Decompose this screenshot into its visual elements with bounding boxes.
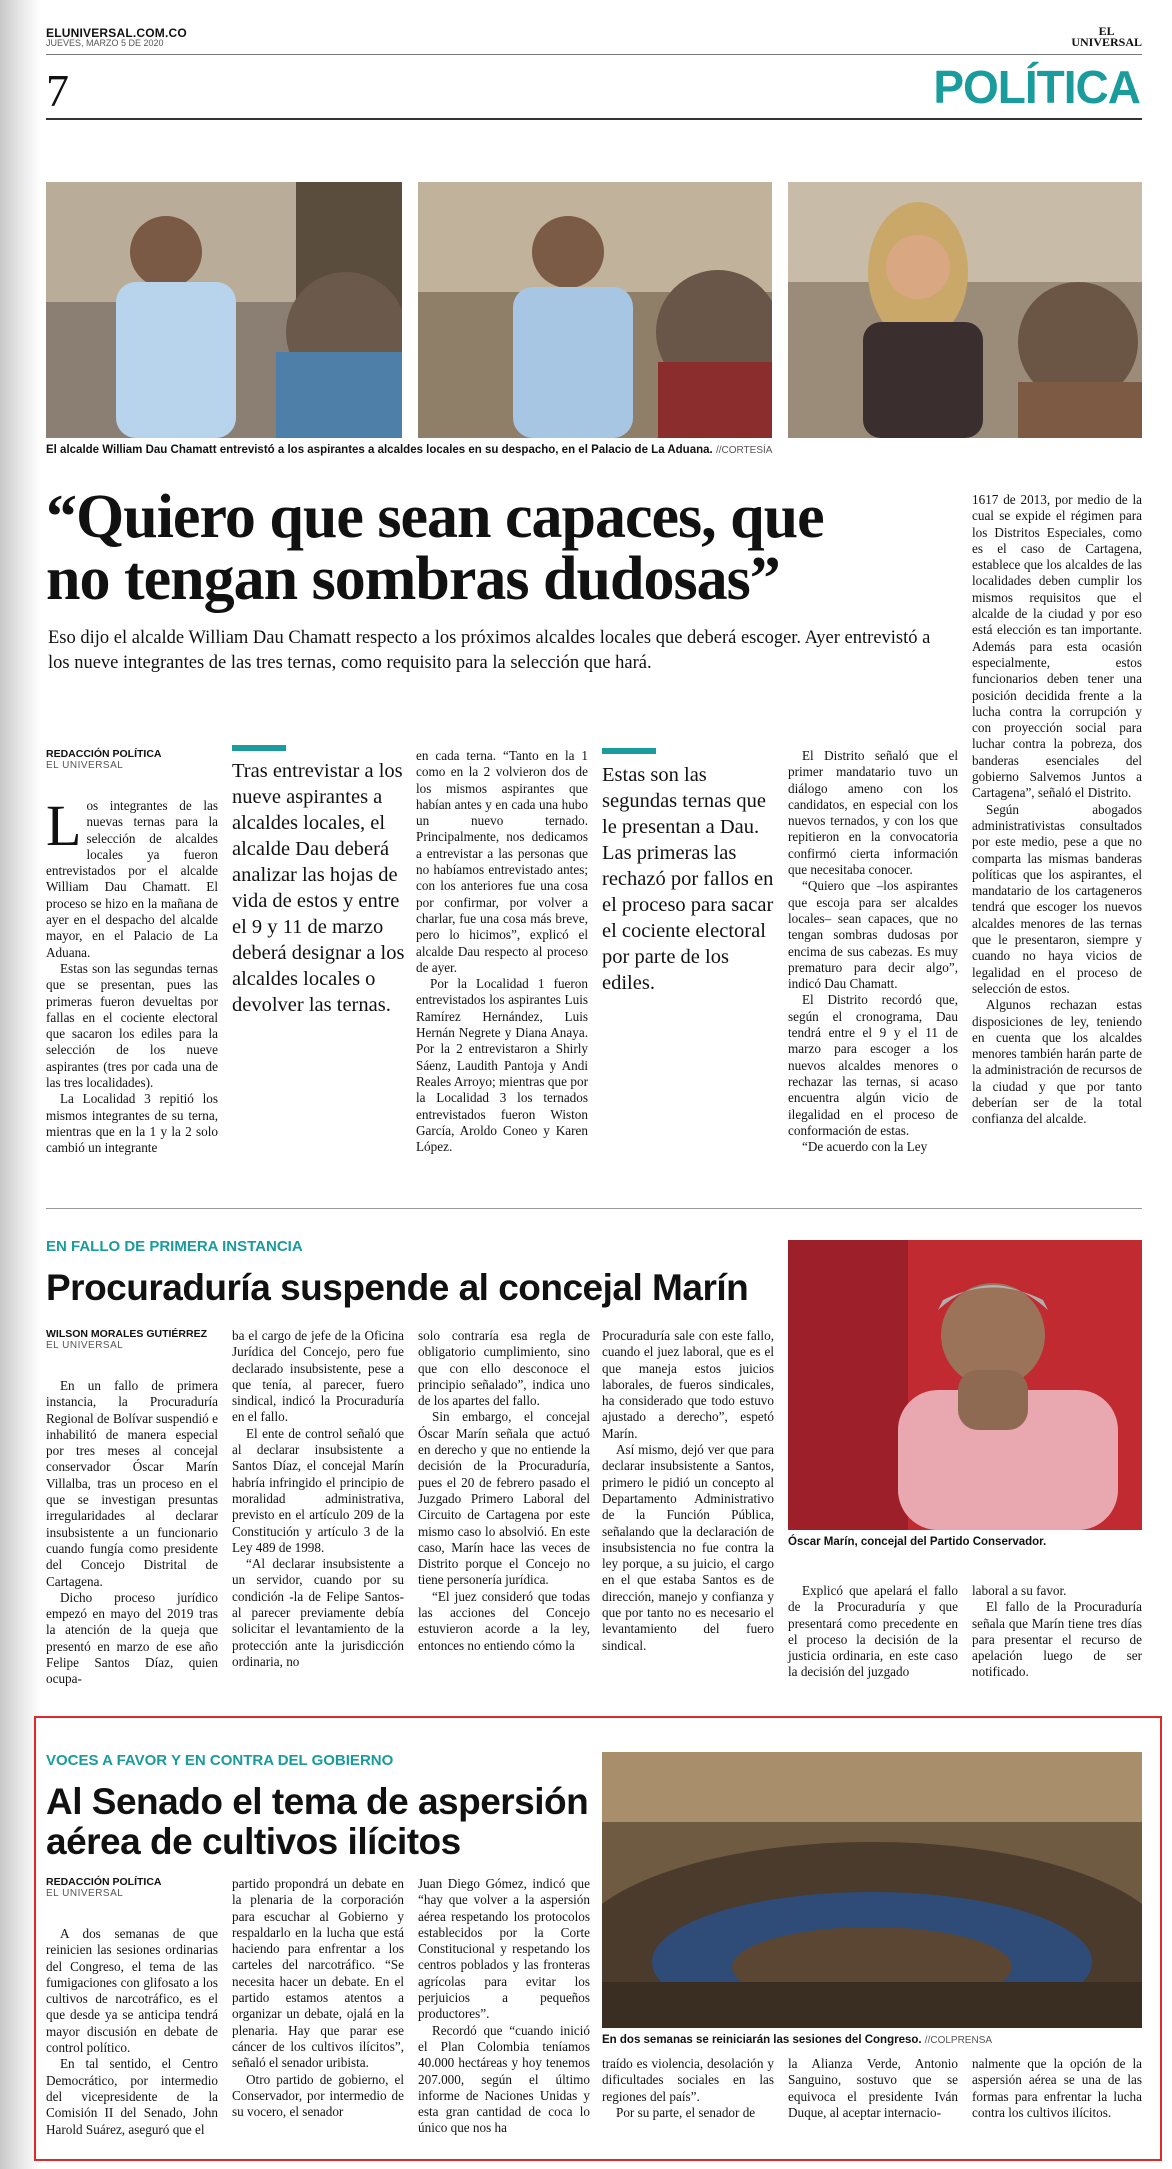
story2-column-5 (788, 1583, 958, 1681)
logo-line-2: UNIVERSAL (1071, 35, 1142, 49)
paragraph: Por su parte, el senador de (616, 2104, 756, 2120)
story2-photo-caption: Óscar Marín, concejal del Partido Conservador. (788, 1536, 1047, 1548)
caption-credit: //CORTESÍA (715, 445, 773, 456)
story2-column-1 (46, 1378, 218, 1688)
caption-credit: //COLPRENSA (924, 2035, 993, 2046)
story3-column-5 (788, 2056, 958, 2121)
story3-column-3 (418, 1876, 590, 2137)
paragraph: “Al declarar insubsistente a un servidor, cuando por su condición -la de Felipe Santos- al parecer previamente debía solicitar el levantamiento de la protección ante la jurisdicción ordinaria, no (232, 1556, 404, 1669)
logo-line-1: EL (1098, 24, 1115, 38)
story2-column-3 (418, 1328, 590, 1654)
drop-cap: L (46, 793, 82, 858)
site-name: ELUNIVERSAL.COM.CO (46, 26, 187, 40)
section-divider (46, 1208, 1142, 1209)
paragraph: Procuraduría sale con este fallo, cuando el juez laboral, que es el que maneja estos juicios laborales, de fueros sindicales, ha considerado que todo estuvo ajustado a derecho”, espetó Marín. (602, 1328, 774, 1441)
photo-dau-interview-1 (46, 182, 402, 438)
story1-column-5 (788, 748, 958, 1155)
story3-photo-caption (602, 2034, 1142, 2046)
paragraph: Explicó que apelará el fallo de la Procuraduría y que presentará como precedente en el proceso la decisión de la justicia ordinaria, en este caso la decisión del juzgado (788, 1583, 958, 1680)
paragraph: En tal sentido, el Centro Democrático, por intermedio del vicepresidente de la Comisión II del Senado, John Harold Suárez, aseguró que el (46, 2056, 218, 2137)
story1-pull-quote-2: Estas son las segundas ternas que le presentan a Dau. Las primeras las rechazó por fallos en el proceso para sacar el cociente electoral por parte de los ediles. (602, 764, 774, 994)
paragraph: Otro partido de gobierno, el Conservador, por intermedio de su vocero, el senador (232, 2071, 404, 2120)
story1-column-3 (416, 748, 588, 1155)
byline-org: EL UNIVERSAL (46, 1888, 124, 1899)
paragraph: El ente de control señaló que al declarar insubsistente a Santos Díaz, el concejal Marín habría infringido el principio de moralidad administrativa, previsto en el artículo 209 de la Constitución y artículo 3 de la Ley 489 de 1998. (232, 1425, 404, 1555)
paragraph: Dicho proceso jurídico empezó en mayo del 2019 tras la atención de la queja que presentó en marzo de ese año Felipe Santos Díaz, quien ocupa- (46, 1589, 218, 1687)
paragraph: En un fallo de primera instancia, la Procuraduría Regional de Bolívar suspendió e inhabilitó de manera especial por tres meses al concejal conservador Óscar Marín Villalba, tras un proceso en el que se investigan presuntas irregularidades al declarar insubsistente a un funcionario cuando fungía como presidente del Concejo Distrital de Cartagena. (46, 1378, 218, 1589)
paragraph: A dos semanas de que reinicien las sesiones ordinarias del Congreso, el tema de las fumigaciones con glifosato a los cultivos de narcotráfico, es el que desde ya se anticipa tendrá mayor discusión en debate de control político. (46, 1926, 218, 2056)
story3-headline (46, 1782, 606, 1862)
paragraph: “Quiero que –los aspirantes que escoja para ser alcaldes locales– sean capaces, que no tengan sombras dudosas por encima de sus cabezas. Es muy prematuro para decir algo”, indicó Dau Chamatt. (788, 878, 958, 992)
story3-column-2 (232, 1876, 404, 2120)
paragraph: Algunos rechazan estas disposiciones de ley, teniendo en cuenta que los alcaldes menores también harán parte de la administración de recursos de la ciudad y que por tanto deberían ser de la total confianza del alcalde. (972, 997, 1142, 1127)
story1-byline (46, 748, 226, 771)
story2-kicker: EN FALLO DE PRIMERA INSTANCIA (46, 1238, 303, 1255)
section-rule (46, 118, 1142, 120)
byline-name: REDACCIÓN POLÍTICA (46, 748, 162, 760)
paragraph: Estas son las segundas ternas que se presentan, pues las primeras fueron devueltas por fallas en el cociente electoral que sacaron los ediles para la selección de los nueve aspirantes (tres por cada una de las tres localidades). (46, 960, 218, 1091)
paragraph: la Alianza Verde, Antonio Sanguino, sostuvo que se equivoca el presidente Iván Duque, al aceptar internacio- (788, 2056, 958, 2120)
paragraph: El Distrito señaló que el primer mandatario tuvo un diálogo ameno con los candidatos, en especial con los nuevos ternados, y con los que repitieron en la convocatoria confirmó cierta información que necesitaba conocer. (788, 748, 958, 878)
story3-byline (46, 1876, 226, 1899)
photo-oscar-marin (788, 1240, 1142, 1530)
story3-kicker: VOCES A FAVOR Y EN CONTRA DEL GOBIERNO (46, 1752, 394, 1769)
caption-text: En dos semanas se reiniciarán las sesiones del Congreso. (602, 2034, 922, 2046)
header-rule (46, 54, 1142, 55)
story1-column-1 (46, 793, 218, 1157)
story2-column-4 (602, 1328, 774, 1654)
caption-text: El alcalde William Dau Chamatt entrevistó a los aspirantes a alcaldes locales en su despacho, en el Palacio de La Aduana. (46, 444, 713, 456)
paragraph: La Localidad 3 repitió los mismos integrantes de su terna, mientras que en la 1 y la 2 solo cambió un integrante (46, 1091, 218, 1156)
paragraph: traído es violencia, desolación y dificultades sociales en las regiones del país”. (602, 2056, 774, 2104)
story2-column-6 (972, 1583, 1142, 1681)
story3-column-1 (46, 1926, 218, 2138)
paragraph: 1617 de 2013, por medio de la cual se expide el régimen para los Distritos Especiales, como es el caso de Cartagena, establece que los alcaldes de las localidades deben cumplir los mismos requisitos que el alcalde de la ciudad y por eso está elección es tan importante. Además para esta ocasión especialmente, estos funcionarios deben tener una posición decidida frente a la lucha contra la corrupción y con proyección social para luchar contra la pobreza, dos banderas esenciales del gobierno Salvemos Juntos a Cartagena”, señaló el Distrito. (972, 492, 1142, 801)
photo-aspirant-interview (788, 182, 1142, 438)
headline-line-2: aérea de cultivos ilícitos (46, 1821, 461, 1862)
pull-quote-bar (232, 745, 286, 751)
paragraph: os integrantes de las nuevas ternas para la selección de alcaldes locales ya fueron entrevistados por el alcalde William Dau Chamatt. El proceso se hizo en la mañana de ayer en el despacho del alcalde mayor, en el Palacio de La Aduana. (46, 798, 218, 960)
paragraph: Juan Diego Gómez, indicó que “hay que volver a la aspersión aérea respetando los protocolos establecidos por la Corte Constitucional y respetando los centros poblados y las fronteras agrícolas para evitar los perjuicios a pequeños productores”. (418, 1876, 590, 2022)
byline-org: EL UNIVERSAL (46, 1340, 124, 1351)
page-number: 7 (46, 65, 69, 116)
top-photo-caption (46, 444, 1046, 456)
story2-byline (46, 1328, 226, 1351)
story1-pull-quote: Tras entrevistar a los nueve aspirantes a alcaldes locales, el alcalde Dau deberá analizar las hojas de vida de estos y entre el 9 y 11 de marzo deberá designar a los alcaldes locales o devolver las ternas. (232, 760, 405, 1016)
paragraph: Por la Localidad 1 fueron entrevistados los aspirantes Luis Ramírez Hernández, Luis Hernán Negrete y Diana Anaya. Por la 2 entrevistaron a Shirly Sáenz, Laudith Pantoja y Andi Reales Arroyo; mientras que por la Localidad 3 los ternados entrevistados fueron Wiston García, Aroldo Coneo y Karen López. (416, 976, 588, 1155)
paragraph: Según abogados administrativistas consultados por este medio, pese a que no comparta las mismas banderas políticas que los aspirantes, el mandatario de los cartageneros tendrá que escoger los nuevos alcaldes menores de las ternas que le presentaron, siempre y cuando no haya vicios de legalidad en el proceso de selección de estos. (972, 801, 1142, 996)
paragraph: “El juez consideró que todas las acciones del Concejo estuvieron acorde a la ley, entonces no entiendo cómo la (418, 1588, 590, 1653)
headline-line-2: no tengan sombras dudosas” (46, 545, 780, 613)
story1-column-6 (972, 492, 1142, 1128)
byline-org: EL UNIVERSAL (46, 760, 124, 771)
paragraph: Sin embargo, el concejal Óscar Marín señala que actuó en derecho y que no entiende la decisión de la Procuraduría, pues el 20 de febrero pasado el Juzgado Primero Laboral del Circuito de Cartagena por este mismo caso lo absolvió. En este caso, Marín hace las veces de Distrito porque el Concejo no tiene personería jurídica. (418, 1409, 590, 1588)
newspaper-logo (1071, 26, 1142, 48)
paragraph: “De acuerdo con la Ley (802, 1139, 928, 1155)
paragraph: nalmente que la opción de la aspersión aérea se una de las formas para enfrentar la lucha contra los cultivos ilícitos. (972, 2056, 1142, 2120)
story3-column-4 (602, 2056, 774, 2121)
paragraph: Recordó que “cuando inició el Plan Colombia teníamos 40.000 hectáreas y hoy tenemos 207.000, según el último informe de Naciones Unidas y esta gran cantidad de coca lo único que nos ha (418, 2022, 590, 2136)
paragraph: en cada terna. “Tanto en la 1 como en la 2 volvieron dos de los mismos aspirantes que habían antes y en cada una hubo un nuevo ternado. Principalmente, nos dedicamos a entrevistar a las personas que no habíamos entrevistado antes; con los anteriores fue una cosa por confirmar, por volver a charlar, fue una cosa más breve, pero lo hicimos”, explicó el alcalde Dau respecto al proceso de ayer. (416, 748, 588, 975)
photo-dau-interview-2 (418, 182, 772, 438)
paragraph: El Distrito recordó que, según el cronograma, Dau tendrá entre el 9 y el 11 de marzo para escoger a los nuevos alcaldes menores o rechazar las ternas, si acaso encuentra algún vicio de ilegalidad en el proceso de conformación de estas. (788, 992, 958, 1138)
byline-name: REDACCIÓN POLÍTICA (46, 1876, 162, 1888)
byline-name: WILSON MORALES GUTIÉRREZ (46, 1328, 207, 1340)
headline-line-1: Al Senado el tema de aspersión (46, 1781, 589, 1822)
paragraph: solo contraría esa regla de obligatorio cumplimiento, sino que con ello desconoce el principio señalado”, indica uno de los apartes del fallo. (418, 1328, 590, 1409)
photo-congress-session (602, 1752, 1142, 2028)
paragraph: ba el cargo de jefe de la Oficina Jurídica del Concejo, pero fue declarado insubsistente, pese a que tenía, al parecer, fuero sindical, indicó la Procuraduría en el fallo. (232, 1328, 404, 1425)
story1-headline (46, 483, 966, 613)
story3-column-6 (972, 2056, 1142, 2121)
headline-line-1: “Quiero que sean capaces, que (46, 483, 824, 551)
story2-headline: Procuraduría suspende al concejal Marín (46, 1267, 749, 1308)
paragraph: Así mismo, dejó ver que para declarar insubsistente a Santos, primero le pidió un concepto al Departamento Administrativo de la Función Pública, señalando que la declaración de insubsistencia no fue contra la ley porque, a su juicio, el cargo en el que estaba Santos es de dirección, manejo y confianza y que por tanto no es necesario el levantamiento del fuero sindical. (602, 1442, 774, 1653)
paragraph: partido propondrá un debate en la plenaria de la corporación para escuchar al Gobierno y respaldarlo en la lucha que está haciendo para enfrentar a los carteles del narcotráfico. “Se necesita hacer un debate. En el partido estamos atentos a organizar un debate, ojalá en la plenaria. Hay que parar ese cáncer de los cultivos ilícitos”, señaló el senador uribista. (232, 1876, 404, 2071)
paragraph: El fallo de la Procuraduría señala que Marín tiene tres días para presentar el recurso de apelación luego de ser notificado. (972, 1599, 1142, 1680)
paragraph: laboral a su favor. (972, 1583, 1067, 1598)
story2-column-2 (232, 1328, 404, 1670)
pull-quote-bar (602, 748, 656, 754)
issue-date: JUEVES, MARZO 5 DE 2020 (46, 38, 164, 48)
section-title: POLÍTICA (933, 61, 1140, 113)
story1-dek: Eso dijo el alcalde William Dau Chamatt respecto a los próximos alcaldes locales que deberá escoger. Ayer entrevistó a los nueve integrantes de las tres ternas, como requisito para la selección que hará. (48, 628, 931, 673)
